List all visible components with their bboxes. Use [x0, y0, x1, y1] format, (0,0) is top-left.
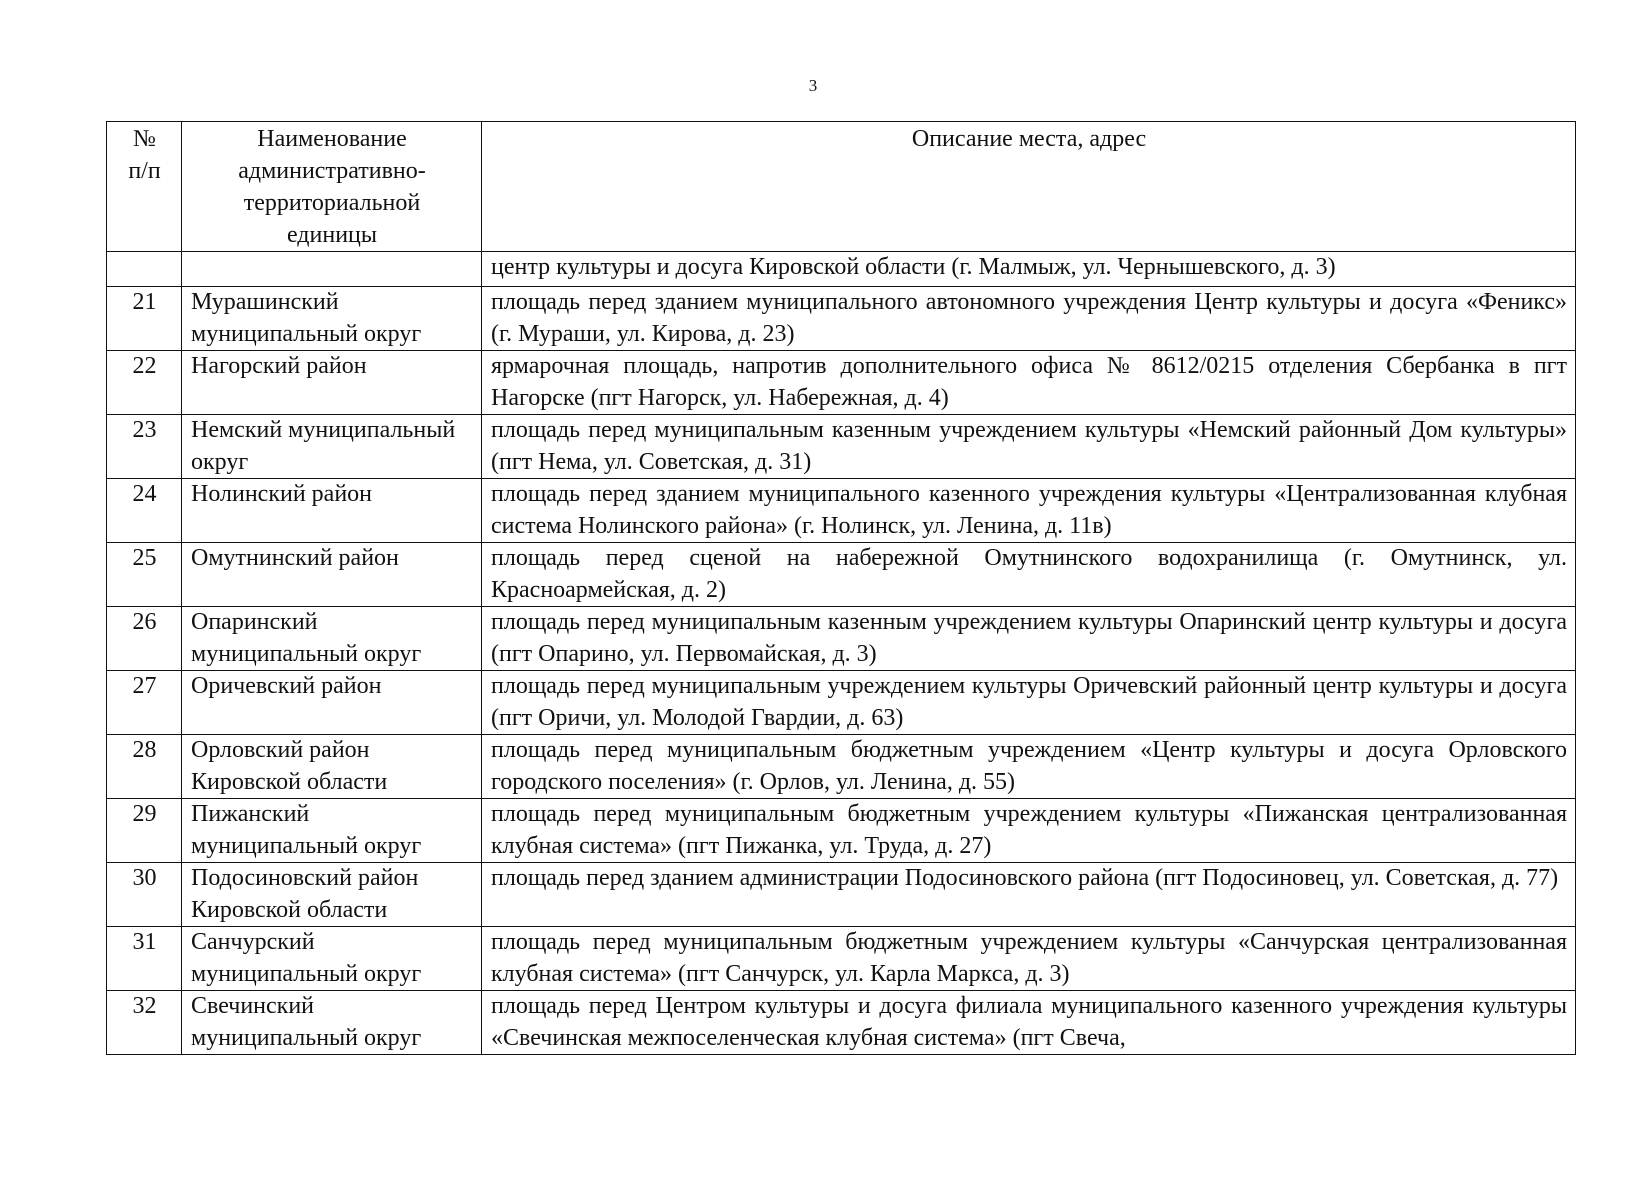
- table-header-row: [107, 122, 1576, 252]
- table-row: [107, 415, 1576, 479]
- row-desc: площадь перед сценой на набережной Омутнинского водохранилища (г. Омутнинск, ул. Красноармейская, д. 2): [482, 543, 1576, 607]
- table-row: [107, 479, 1576, 543]
- row-num: 32: [107, 991, 182, 1055]
- row-desc: площадь перед муниципальным казенным учреждением культуры «Немский районный Дом культуры» (пгт Нема, ул. Советская, д. 31): [482, 415, 1576, 479]
- row-desc: площадь перед Центром культуры и досуга филиала муниципального казенного учреждения культуры «Свечинская межпоселенческая клубная система» (пгт Свеча,: [482, 991, 1576, 1055]
- header-name: [182, 122, 482, 252]
- header-name-line: административно-: [238, 158, 426, 184]
- row-num: 30: [107, 863, 182, 927]
- row-desc: площадь перед муниципальным бюджетным учреждением «Центр культуры и досуга Орловского городского поселения» (г. Орлов, ул. Ленина, д. 55): [482, 735, 1576, 799]
- row-num: 22: [107, 351, 182, 415]
- row-desc: площадь перед муниципальным бюджетным учреждением культуры «Санчурская централизованная клубная система» (пгт Санчурск, ул. Карла Маркса, д. 3): [482, 927, 1576, 991]
- table-row: [107, 863, 1576, 927]
- row-desc: площадь перед муниципальным бюджетным учреждением культуры «Пижанская централизованная клубная система» (пгт Пижанка, ул. Труда, д. 27): [482, 799, 1576, 863]
- row-desc: центр культуры и досуга Кировской области (г. Малмыж, ул. Чернышевского, д. 3): [482, 252, 1576, 287]
- row-name: Опаринский муниципальный округ: [182, 607, 482, 671]
- row-name: Оричевский район: [182, 671, 482, 735]
- row-name: Омутнинский район: [182, 543, 482, 607]
- header-desc: Описание места, адрес: [482, 122, 1576, 252]
- table-row: [107, 927, 1576, 991]
- table-row: [107, 991, 1576, 1055]
- row-name: Немский муниципальный округ: [182, 415, 482, 479]
- page-number: 3: [808, 76, 818, 95]
- table-row-continuation: [107, 252, 1576, 287]
- row-num: 23: [107, 415, 182, 479]
- row-desc: площадь перед муниципальным казенным учреждением культуры Опаринский центр культуры и досуга (пгт Опарино, ул. Первомайская, д. 3): [482, 607, 1576, 671]
- row-desc: площадь перед зданием администрации Подосиновского района (пгт Подосиновец, ул. Советская, д. 77): [482, 863, 1576, 927]
- row-num: 21: [107, 287, 182, 351]
- row-num: 31: [107, 927, 182, 991]
- row-num: 25: [107, 543, 182, 607]
- row-name: Орловский район Кировской области: [182, 735, 482, 799]
- row-name: Пижанский муниципальный округ: [182, 799, 482, 863]
- row-name: [182, 252, 482, 287]
- row-num: 28: [107, 735, 182, 799]
- row-name: Нагорский район: [182, 351, 482, 415]
- row-num: [107, 252, 182, 287]
- header-num: [107, 122, 182, 252]
- row-name: Свечинский муниципальный округ: [182, 991, 482, 1055]
- row-name: Подосиновский район Кировской области: [182, 863, 482, 927]
- locations-table: [106, 121, 1576, 1055]
- header-num-line: №: [133, 126, 156, 152]
- table-row: [107, 799, 1576, 863]
- row-num: 29: [107, 799, 182, 863]
- row-desc: ярмарочная площадь, напротив дополнительного офиса № 8612/0215 отделения Сбербанка в пгт Нагорске (пгт Нагорск, ул. Набережная, д. 4): [482, 351, 1576, 415]
- row-desc: площадь перед зданием муниципального автономного учреждения Центр культуры и досуга «Феникс» (г. Мураши, ул. Кирова, д. 23): [482, 287, 1576, 351]
- table-row: [107, 671, 1576, 735]
- row-name: Санчурский муниципальный округ: [182, 927, 482, 991]
- table-row: [107, 351, 1576, 415]
- header-name-line: единицы: [286, 222, 378, 248]
- row-num: 24: [107, 479, 182, 543]
- table-row: [107, 735, 1576, 799]
- row-num: 27: [107, 671, 182, 735]
- header-num-line: п/п: [128, 158, 161, 184]
- row-name: Нолинский район: [182, 479, 482, 543]
- header-name-line: территориальной: [243, 190, 421, 216]
- row-num: 26: [107, 607, 182, 671]
- table-row: [107, 607, 1576, 671]
- table-row: [107, 287, 1576, 351]
- table-row: [107, 543, 1576, 607]
- row-desc: площадь перед зданием муниципального казенного учреждения культуры «Централизованная клубная система Нолинского района» (г. Нолинск, ул. Ленина, д. 11в): [482, 479, 1576, 543]
- header-name-line: Наименование: [257, 126, 407, 152]
- row-name: Мурашинский муниципальный округ: [182, 287, 482, 351]
- row-desc: площадь перед муниципальным учреждением культуры Оричевский районный центр культуры и досуга (пгт Оричи, ул. Молодой Гвардии, д. 63): [482, 671, 1576, 735]
